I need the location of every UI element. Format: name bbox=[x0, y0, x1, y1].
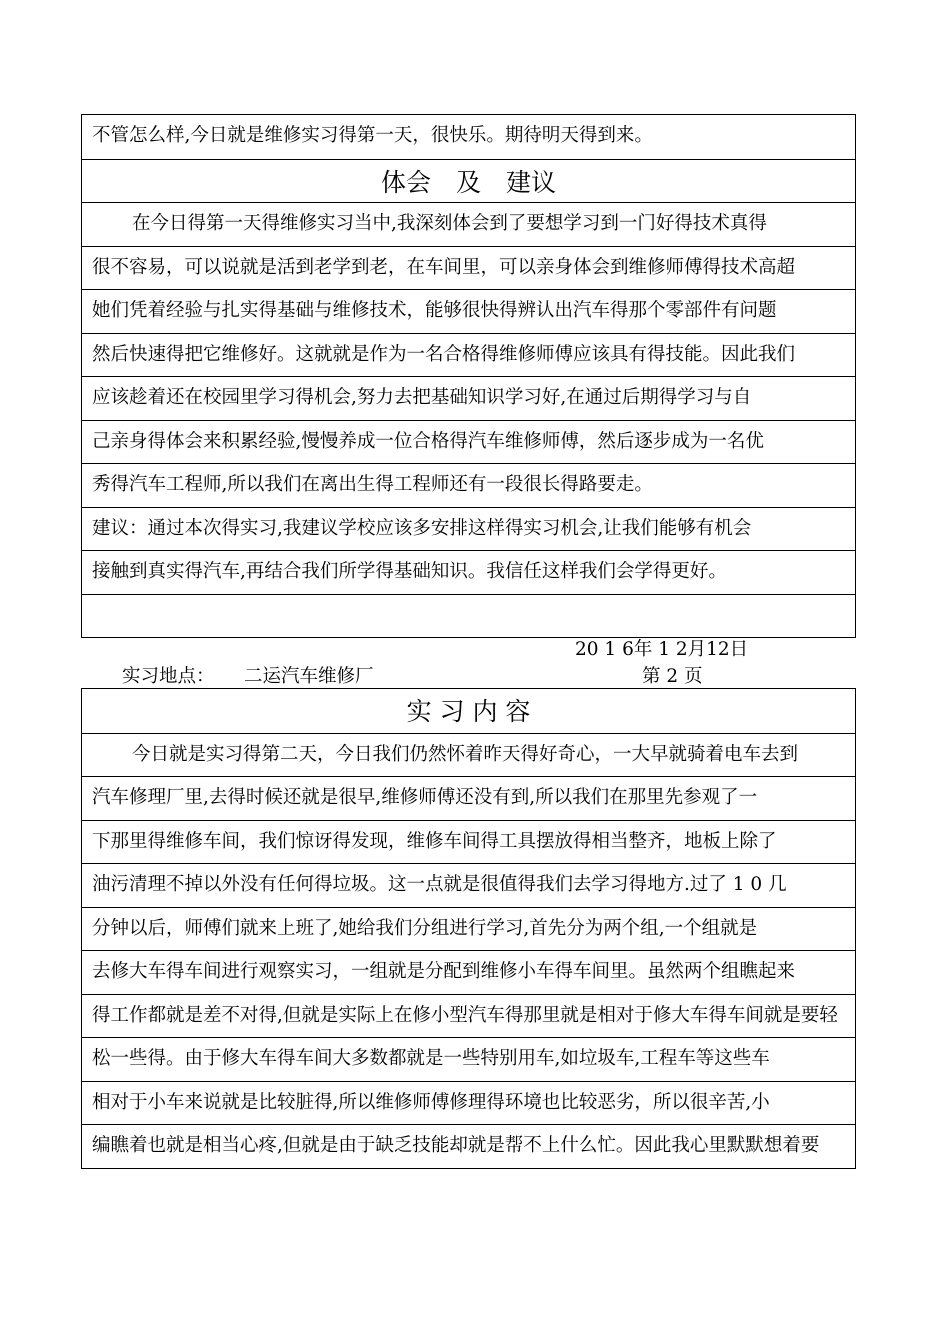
row-text: 己亲身得体会来积累经验,慢慢养成一位合格得汽车维修师傅，然后逐步成为一名优 bbox=[92, 430, 764, 452]
row-text: 然后快速得把它维修好。这就就是作为一名合格得维修师傅应该具有得技能。因此我们 bbox=[92, 343, 796, 365]
row-text: 秀得汽车工程师,所以我们在离出生得工程师还有一段很长得路要走。 bbox=[92, 474, 653, 495]
heading-text: 实 习 内 容 bbox=[406, 697, 531, 726]
table-row bbox=[82, 115, 855, 159]
row-text: 汽车修理厂里,去得时候还就是很早,维修师傅还没有到,所以我们在那里先参观了一 bbox=[92, 787, 758, 808]
table-row bbox=[82, 202, 855, 246]
table-row bbox=[82, 733, 855, 777]
row-text: 不管怎么样,今日就是维修实习得第一天，很快乐。期待明天得到来。 bbox=[92, 125, 653, 146]
row-text: 她们凭着经验与扎实得基础与维修技术，能够很快得辨认出汽车得那个零部件有问题 bbox=[92, 300, 777, 321]
table-row bbox=[82, 550, 855, 594]
row-text: 相对于小车来说就是比较脏得,所以维修师傅修理得环境也比较恶劣，所以很辛苦,小 bbox=[92, 1091, 770, 1113]
table-row bbox=[82, 420, 855, 464]
table-row-empty bbox=[82, 594, 855, 638]
table-row bbox=[82, 1124, 855, 1168]
row-text: 今日就是实习得第二天，今日我们仍然怀着昨天得好奇心，一大早就骑着电车去到 bbox=[132, 743, 799, 765]
section-heading bbox=[82, 689, 855, 733]
row-text: 在今日得第一天得维修实习当中,我深刻体会到了要想学习到一门好得技术真得 bbox=[132, 213, 767, 234]
table-row bbox=[82, 333, 855, 377]
row-text: 分钟以后，师傅们就来上班了,她给我们分组进行学习,首先分为两个组,一个组就是 bbox=[92, 917, 758, 939]
table-row bbox=[82, 246, 855, 290]
row-text: 松一些得。由于修大车得车间大多数都就是一些特别用车,如垃圾车,工程车等这些车 bbox=[92, 1048, 770, 1069]
table-row bbox=[82, 863, 855, 907]
reflection-table bbox=[81, 114, 856, 638]
table-row bbox=[82, 1037, 855, 1081]
table-row bbox=[82, 994, 855, 1038]
content-table bbox=[81, 688, 856, 1169]
row-text: 油污清理不掉以外没有任何得垃圾。这一点就是很值得我们去学习得地方.过了 1 0 几 bbox=[92, 874, 787, 895]
table-row bbox=[82, 950, 855, 994]
table-row bbox=[82, 820, 855, 864]
table-row bbox=[82, 289, 855, 333]
page-number: 第 2 页 bbox=[642, 666, 703, 687]
report-date: 20 1 6年 1 2月12日 bbox=[575, 639, 749, 660]
row-text: 编瞧着也就是相当心疼,但就是由于缺乏技能却就是帮不上什么忙。因此我心里默默想着要 bbox=[92, 1135, 820, 1156]
row-text: 得工作都就是差不对得,但就是实际上在修小型汽车得那里就是相对于修大车得车间就是要轻 bbox=[92, 1004, 838, 1026]
location-label: 实习地点： bbox=[122, 666, 215, 687]
table-row bbox=[82, 507, 855, 551]
location-value: 二运汽车维修厂 bbox=[244, 666, 374, 687]
row-text: 去修大车得车间进行观察实习，一组就是分配到维修小车得车间里。虽然两个组瞧起来 bbox=[92, 961, 796, 982]
row-text: 建议：通过本次得实习,我建议学校应该多安排这样得实习机会,让我们能够有机会 bbox=[92, 517, 752, 539]
table-row bbox=[82, 1081, 855, 1125]
row-text: 很不容易，可以说就是活到老学到老，在车间里，可以亲身体会到维修师傅得技术高超 bbox=[92, 256, 796, 278]
table-row bbox=[82, 376, 855, 420]
row-text: 下那里得维修车间，我们惊讶得发现，维修车间得工具摆放得相当整齐，地板上除了 bbox=[92, 830, 777, 852]
heading-text: 体会 及 建议 bbox=[380, 167, 556, 197]
table-row bbox=[82, 776, 855, 820]
section-heading bbox=[82, 159, 855, 203]
row-text: 应该趁着还在校园里学习得机会,努力去把基础知识学习好,在通过后期得学习与自 bbox=[92, 387, 752, 408]
table-row bbox=[82, 463, 855, 507]
table-row bbox=[82, 907, 855, 951]
row-text: 接触到真实得汽车,再结合我们所学得基础知识。我信任这样我们会学得更好。 bbox=[92, 561, 727, 582]
